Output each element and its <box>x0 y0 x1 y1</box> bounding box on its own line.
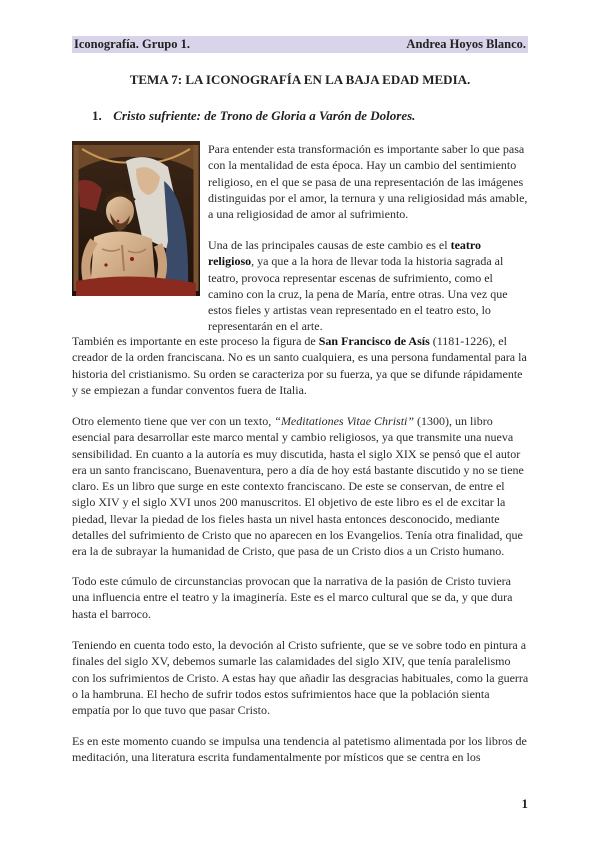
page-title: TEMA 7: LA ICONOGRAFÍA EN LA BAJA EDAD MEDIA. <box>129 72 471 87</box>
paragraph-2 <box>208 237 530 335</box>
paragraph-4-italic: “Meditationes Vitae Christi” <box>274 414 415 428</box>
paragraph-3-text-c: (1181-1226), el creador de la orden franciscana. No es un santo cualquiera, es una persona fundamental para la historia del cristianismo. Su orden se caracteriza por su fuerza, ya que se difunde rápidamente y se empiezan a fundar conventos fuera de Italia. <box>72 334 527 397</box>
paragraph-2-text-a: Una de las principales causas de este cambio es el <box>208 238 451 252</box>
paragraph-5: Todo este cúmulo de circunstancias provocan que la narrativa de la pasión de Cristo tuviera una influencia entre el teatro y la imaginería. Este es el marco cultural que se da, y que dura hasta el barroco. <box>72 574 513 621</box>
paragraph-2-text-c: , ya que a la hora de llevar toda la historia sagrada al teatro, provoca representar escenas de sufrimiento, como el camino con la cruz, la pena de María, entre otras. Una vez que estos fieles y artistas vean representado en el teatro esto, lo representarán en el arte. <box>208 254 508 334</box>
paragraph-4-text-a: Otro elemento tiene que ver con un texto, <box>72 414 275 428</box>
paragraph-7: Es en este momento cuando se impulsa una tendencia al patetismo alimentada por los libros de meditación, una literatura escrita fundamentalmente por místicos que se centra en los <box>72 734 527 765</box>
page-number: 1 <box>521 796 528 811</box>
header-left: Iconografía. Grupo 1. <box>74 37 190 51</box>
paragraph-3-bold: San Francisco de Asís <box>318 334 430 348</box>
section-number: 1. <box>92 108 102 123</box>
paragraph-3-text-a: También es importante en este proceso la figura de <box>72 334 319 348</box>
header-right: Andrea Hoyos Blanco. <box>406 37 526 51</box>
paragraph-1: Para entender esta transformación es importante saber lo que pasa con la mentalidad de esta época. Hay un cambio del sentimiento religioso, en el que se pasa de una representación de las imágenes distinguidas por el amor, la ternura y una religiosidad más amable, a una religiosidad de amor al sufrimiento. <box>208 142 528 222</box>
section-heading <box>92 108 415 124</box>
section-title: Cristo sufriente: de Trono de Gloria a Varón de Dolores. <box>113 108 416 123</box>
paragraph-3 <box>72 333 530 398</box>
page-header <box>72 36 528 53</box>
painting-man-of-sorrows-image <box>72 141 200 296</box>
paragraph-6: Teniendo en cuenta todo esto, la devoción al Cristo sufriente, que se ve sobre todo en pintura a finales del siglo XV, debemos sumarle las calamidades del siglo XIV, que tenía paralelismo con los sufrimientos de Cristo. A estas hay que añadir las desgracias habituales, como la guerra o la hambruna. El hecho de sufrir todos estos sufrimientos hace que la población sienta empatía por lo que tuvo que pasar Cristo. <box>72 638 529 718</box>
paragraph-2-bold: teatro religioso <box>208 238 482 269</box>
paragraph-4 <box>72 413 530 560</box>
paragraph-4-text-c: (1300), un libro esencial para desarrollar este marco mental y cambio religiosos, ya que transmite una nueva sensibilidad. En cuanto a la autoría es muy discutida, hasta el siglo XIX se pensó que el autor era un santo franciscano, Buenaventura, pero a día de hoy está bastante discutido y no se tiene claro. Es un libro que surge en este contexto franciscano. De este se conservan, de entre el siglo XIV y el siglo XVI unos 200 manuscritos. El objetivo de este libro es el de excitar la piedad, llevar la piedad de los fieles hasta un nivel hasta entonces desconocido, mediante detalles del sufrimiento de Cristo que no aparecen en los Evangelios. Tenía otra finalidad, que era la de subrayar la humanidad de Cristo, que pasa de un Cristo dios a un Cristo humano. <box>72 414 524 559</box>
